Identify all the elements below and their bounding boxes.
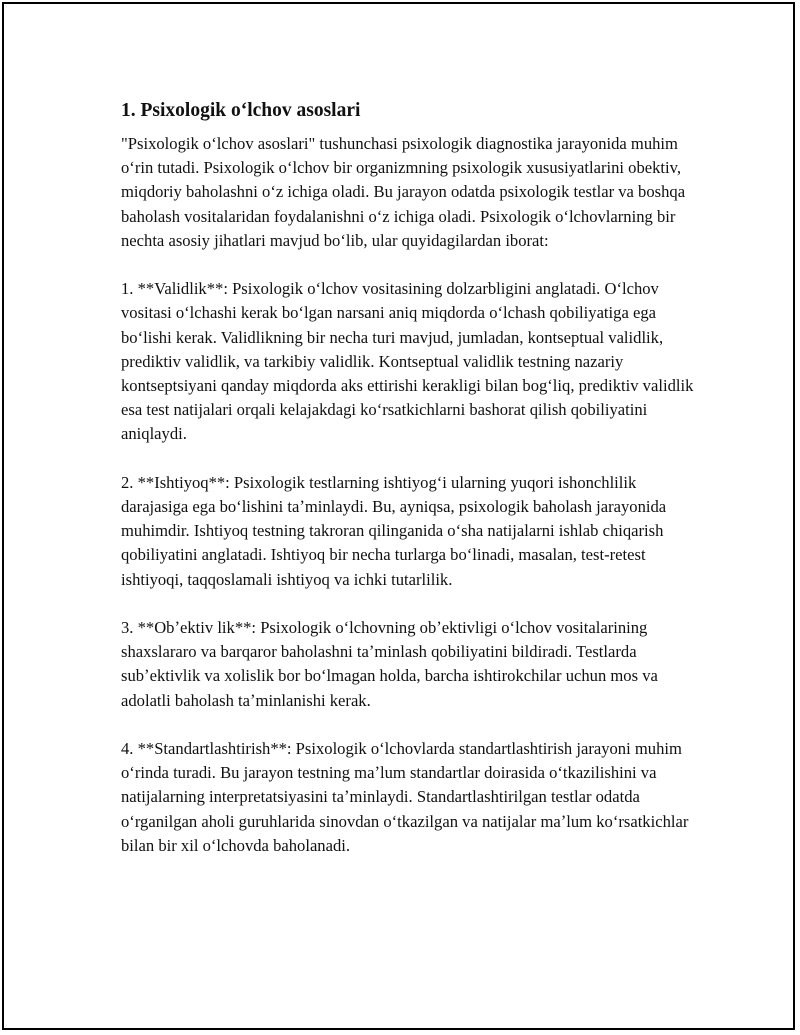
section-heading: 1. Psixologik oʻlchov asoslari [121, 100, 361, 121]
intro-paragraph: "Psixologik oʻlchov asoslari" tushunchasi psixologik diagnostika jarayonida muhim oʻrin tutadi. Psixologik oʻlchov bir organizmning psixologik xususiyatlarini obektiv, miqdoriy baholashni oʻz ichiga oladi. Bu jarayon odatda psixologik testlar va boshqa baholash vositalaridan foydalanishni oʻz ichiga oladi. Psixologik oʻlchovlarning bir nechta asosiy jihatlari mavjud boʻlib, ular quyidagilardan iborat: [121, 134, 686, 250]
document-body [121, 98, 696, 858]
validity-paragraph: 1. **Validlik**: Psixologik oʻlchov vositasining dolzarbligini anglatadi. Oʻlchov vositasi oʻlchashi kerak boʻlgan narsani aniq miqdorda oʻlchash qobiliyatiga ega boʻlishi kerak. Validlikning bir necha turi mavjud, jumladan, kontseptual validlik, prediktiv validlik, va tarkibiy validlik. Kontseptual validlik testning nazariy kontseptsiyani qanday miqdorda aks ettirishi kerakligi bilan bogʻliq, prediktiv validlik esa test natijalari orqali kelajakdagi koʻrsatkichlarni bashorat qilish qobiliyatini aniqlaydi. [121, 279, 694, 444]
standardization-paragraph: 4. **Standartlashtirish**: Psixologik oʻlchovlarda standartlashtirish jarayoni muhim oʻrinda turadi. Bu jarayon testning maʼlum standartlar doirasida oʻtkazilishini va natijalarning interpretatsiyasini taʼminlaydi. Standartlashtirilgan testlar odatda oʻrganilgan aholi guruhlarida sinovdan oʻtkazilgan va natijalar maʼlum koʻrsatkichlar bilan bir xil oʻlchovda baholanadi. [121, 739, 689, 855]
objectivity-paragraph: 3. **Obʼektiv lik**: Psixologik oʻlchovning obʼektivligi oʻlchov vositalarining shaxslararo va barqaror baholashni taʼminlash qobiliyatini bildiradi. Testlarda subʼektivlik va xolislik bor boʻlmagan holda, barcha ishtirokchilar uchun mos va adolatli baholash taʼminlanishi kerak. [121, 618, 658, 710]
page-frame [2, 2, 795, 1030]
reliability-paragraph: 2. **Ishtiyoq**: Psixologik testlarning ishtiyogʻi ularning yuqori ishonchlilik darajasiga ega boʻlishini taʼminlaydi. Bu, ayniqsa, psixologik baholash jarayonida muhimdir. Ishtiyoq testning takroran qilinganida oʻsha natijalarni ishlab chiqarish qobiliyatini anglatadi. Ishtiyoq bir necha turlarga boʻlinadi, masalan, test-retest ishtiyoqi, taqqoslamali ishtiyoq va ichki tutarlilik. [121, 472, 667, 589]
